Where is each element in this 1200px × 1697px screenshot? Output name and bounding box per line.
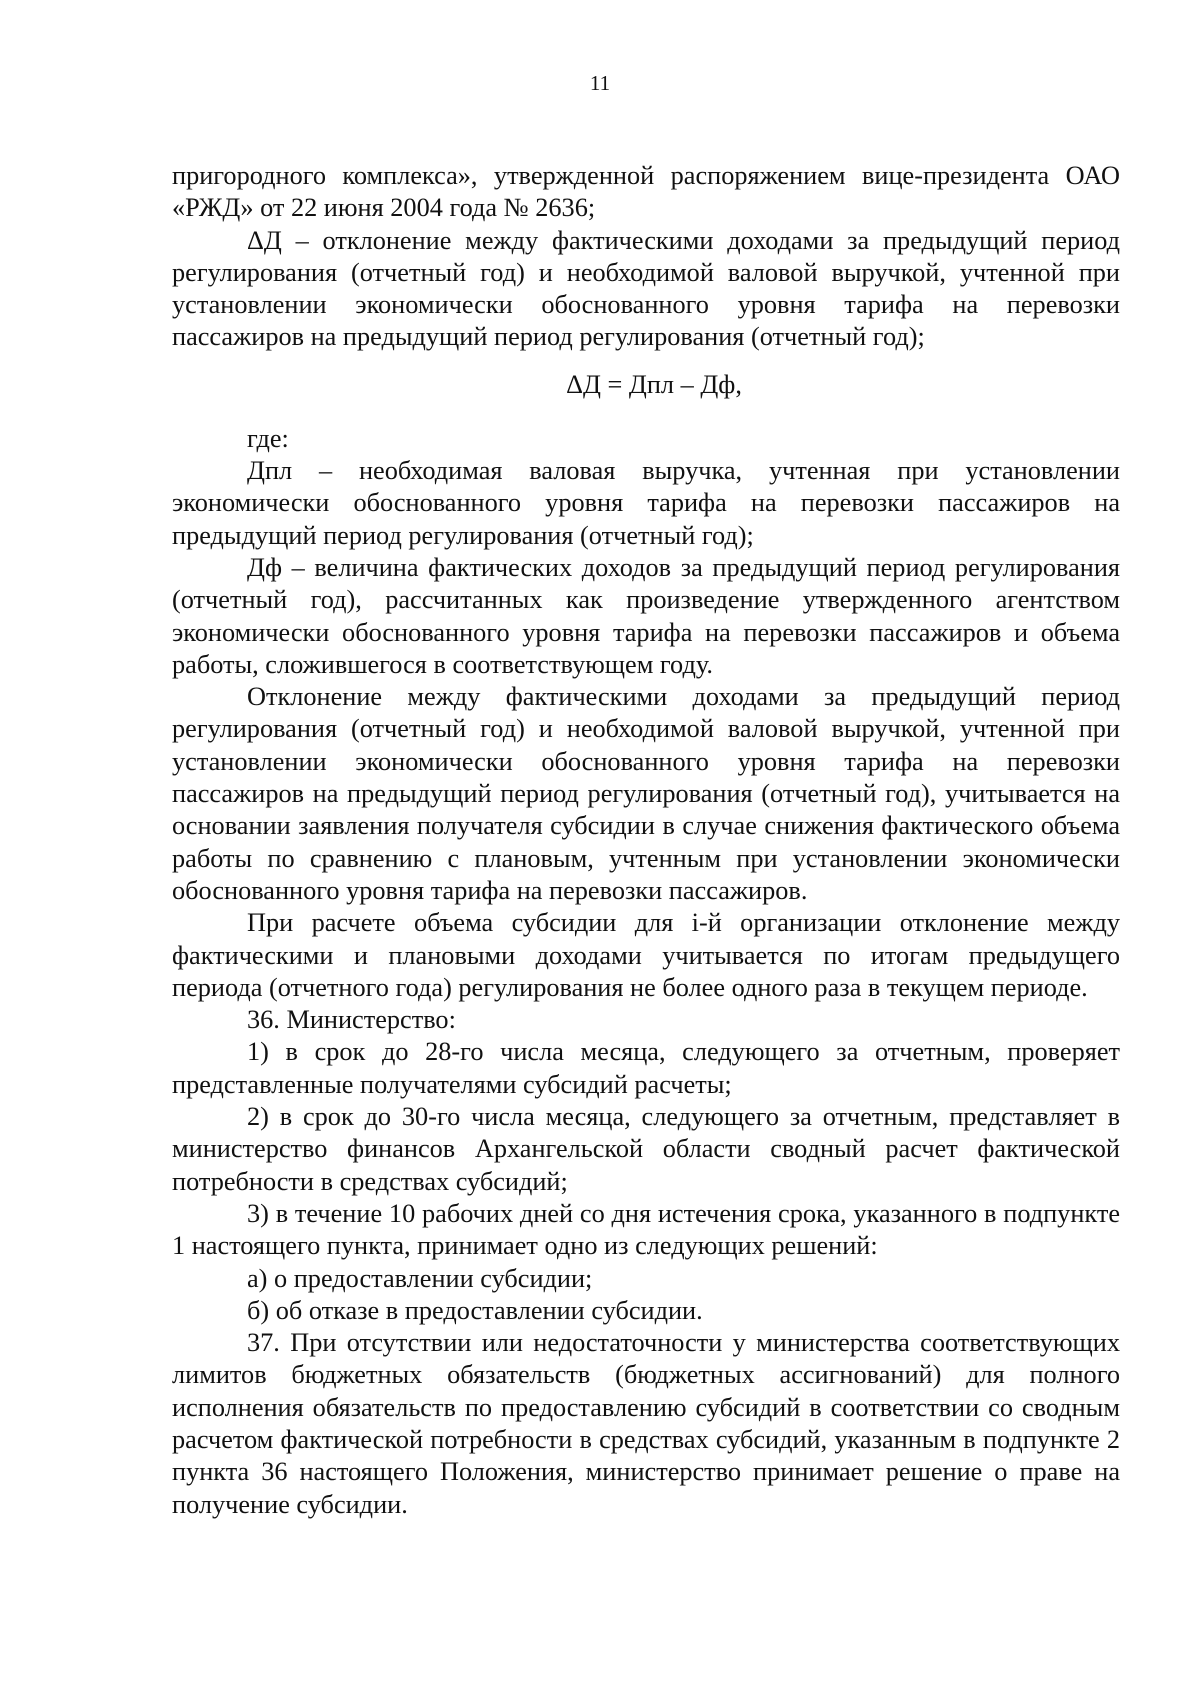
paragraph-dpl-definition: Дпл – необходимая валовая выручка, учтенная при установлении экономически обоснованного уровня тарифа на перевозки пассажиров на предыдущий период регулирования (отчетный год);: [172, 456, 1120, 550]
section-37-paragraph: 37. При отсутствии или недостаточности у министерства соответствующих лимитов бюджетных обязательств (бюджетных ассигнований) для полного исполнения обязательств по предоставлению субсидий в соответствии со сводным расчетом фактической потребности в средствах субсидий, указанным в подпункте 2 пункта 36 настоящего Положения, министерство принимает решение о праве на получение субсидии.: [172, 1328, 1120, 1519]
list-item-b: б) об отказе в предоставлении субсидии.: [247, 1295, 703, 1325]
list-item-1: 1) в срок до 28-го числа месяца, следующего за отчетным, проверяет представленные получателями субсидий расчеты;: [172, 1037, 1120, 1099]
paragraph-delta-d-definition: ΔД – отклонение между фактическими доходами за предыдущий период регулирования (отчетный год) и необходимой валовой выручкой, учтенной при установлении экономически обоснованного уровня тарифа на перевозки пассажиров на предыдущий период регулирования (отчетный год);: [172, 225, 1120, 352]
paragraph-where: где:: [247, 423, 289, 453]
document-body: [172, 160, 1120, 1521]
list-item-2: 2) в срок до 30-го числа месяца, следующего за отчетным, представляет в министерство финансов Архангельской области сводный расчет фактической потребности в средствах субсидий;: [172, 1102, 1120, 1196]
paragraph-continuation: пригородного комплекса», утвержденной распоряжением вице-президента ОАО «РЖД» от 22 июня 2004 года № 2636;: [172, 161, 1120, 223]
paragraph-deviation: Отклонение между фактическими доходами за предыдущий период регулирования (отчетный год) и необходимой валовой выручкой, учтенной при установлении экономически обоснованного уровня тарифа на перевозки пассажиров на предыдущий период регулирования (отчетный год), учитывается на основании заявления получателя субсидии в случае снижения фактического объема работы по сравнению с плановым, учтенным при установлении экономически обоснованного уровня тарифа на перевозки пассажиров.: [172, 682, 1120, 905]
paragraph-calculation: При расчете объема субсидии для i-й организации отклонение между фактическими и плановыми доходами учитывается по итогам предыдущего периода (отчетного года) регулирования не более одного раза в текущем периоде.: [172, 908, 1120, 1002]
list-item-3: 3) в течение 10 рабочих дней со дня истечения срока, указанного в подпункте 1 настоящего пункта, принимает одно из следующих решений:: [172, 1198, 1120, 1261]
section-36-heading: 36. Министерство:: [247, 1005, 456, 1035]
paragraph-df-definition: Дф – величина фактических доходов за предыдущий период регулирования (отчетный год), рассчитанных как произведение утвержденного агентством экономически обоснованного уровня тарифа на перевозки пассажиров и объема работы, сложившегося в соответствующем году.: [172, 552, 1120, 679]
formula-delta-d: ΔД = Дпл – Дф,: [566, 369, 742, 399]
list-item-a: а) о предоставлении субсидии;: [247, 1263, 593, 1293]
page-number: 11: [589, 71, 611, 95]
